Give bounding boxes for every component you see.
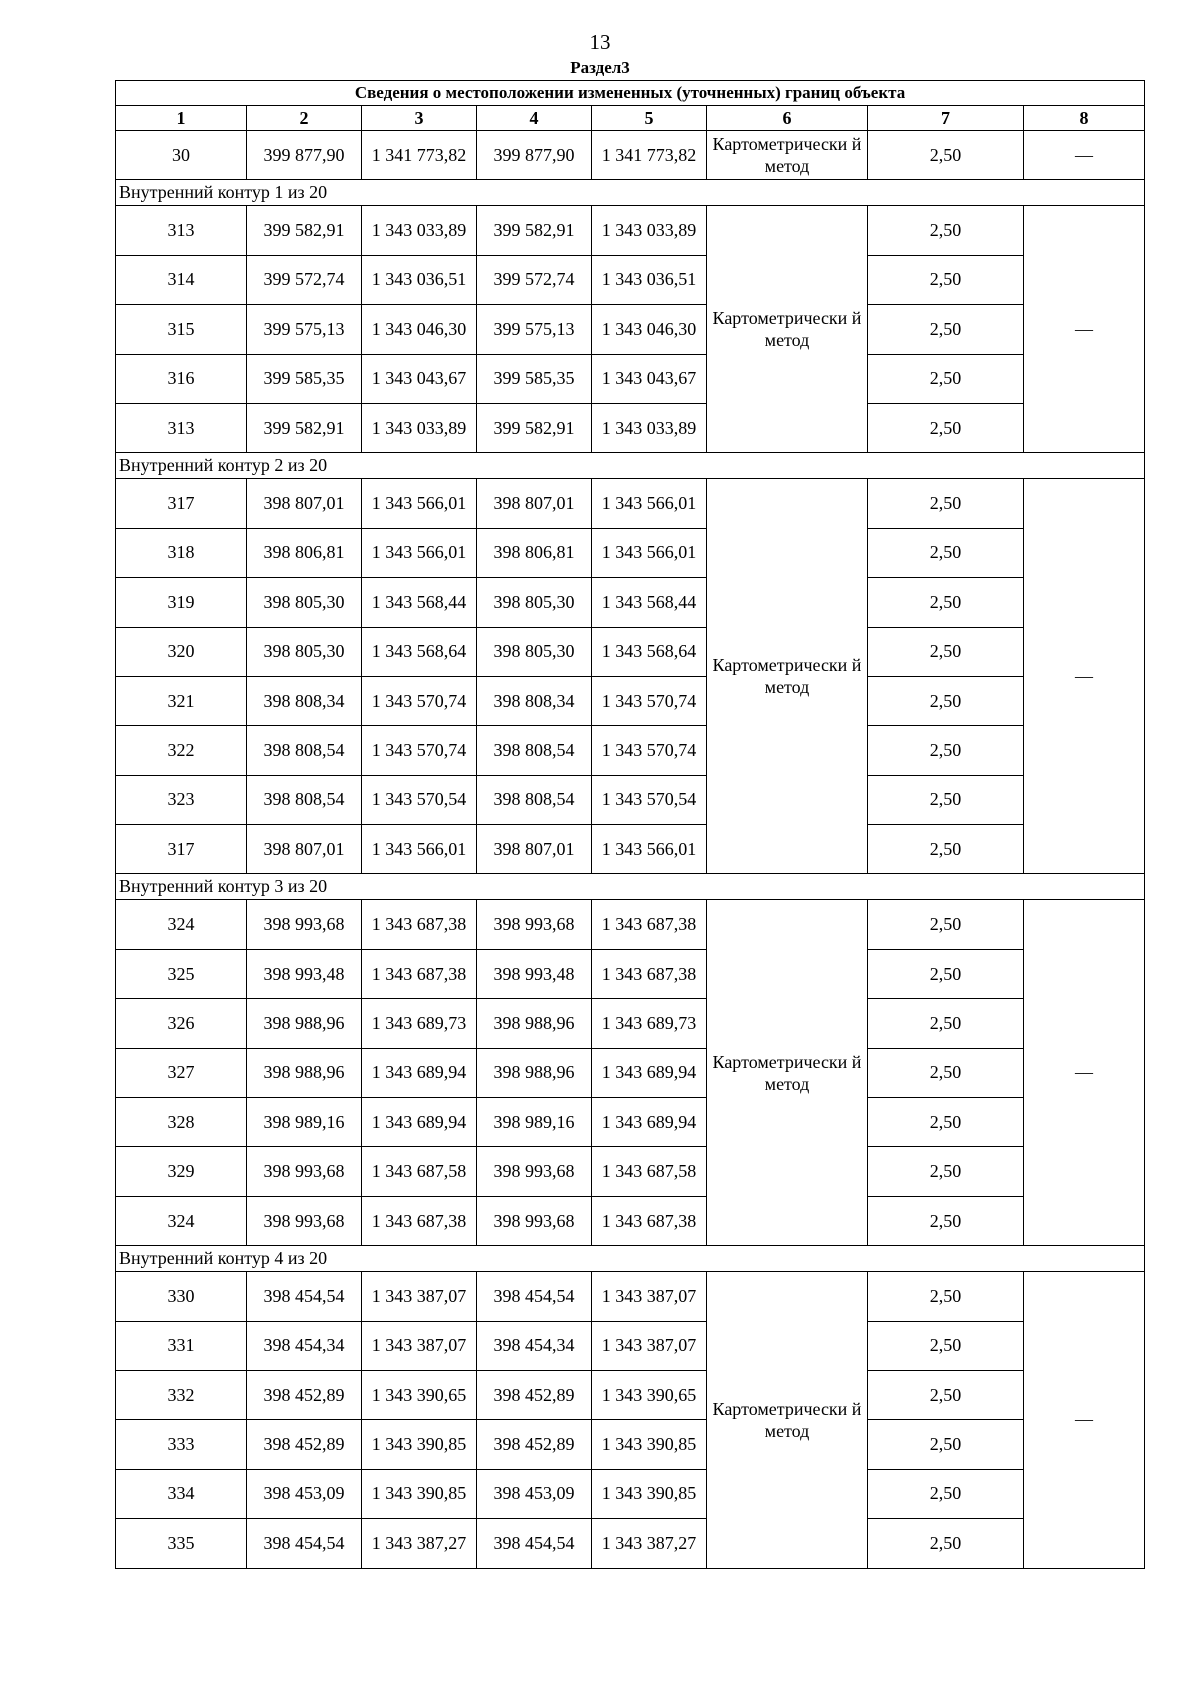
point-number-cell: 317	[116, 479, 247, 528]
y-new-cell: 1 343 689,73	[592, 999, 707, 1048]
method-cell: Картометрически й метод	[707, 206, 868, 453]
y-old-cell: 1 343 390,65	[362, 1370, 477, 1419]
x-new-cell: 398 993,48	[477, 949, 592, 998]
point-number-cell: 322	[116, 726, 247, 775]
y-new-cell: 1 343 570,74	[592, 726, 707, 775]
table-row	[116, 528, 1145, 577]
accuracy-cell: 2,50	[868, 627, 1024, 676]
x-new-cell: 399 572,74	[477, 255, 592, 304]
y-new-cell: 1 343 390,65	[592, 1370, 707, 1419]
table-header-row	[116, 106, 1145, 131]
y-old-cell: 1 343 036,51	[362, 255, 477, 304]
x-new-cell: 398 993,68	[477, 1147, 592, 1196]
accuracy-cell: 2,50	[868, 1196, 1024, 1245]
table-row	[116, 578, 1145, 627]
y-new-cell: 1 343 566,01	[592, 479, 707, 528]
x-new-cell: 398 454,54	[477, 1519, 592, 1568]
contour-label: Внутренний контур 4 из 20	[116, 1246, 1145, 1272]
contour-label-row	[116, 453, 1145, 479]
point-number-cell: 324	[116, 900, 247, 949]
table-row	[116, 900, 1145, 949]
table-row	[116, 1048, 1145, 1097]
y-new-cell: 1 343 043,67	[592, 354, 707, 403]
x-old-cell: 398 452,89	[247, 1420, 362, 1469]
y-new-cell: 1 343 687,38	[592, 900, 707, 949]
accuracy-cell: 2,50	[868, 676, 1024, 725]
x-new-cell: 398 452,89	[477, 1370, 592, 1419]
y-old-cell: 1 343 687,38	[362, 949, 477, 998]
y-new-cell: 1 343 390,85	[592, 1469, 707, 1518]
point-number-cell: 30	[116, 131, 247, 180]
x-old-cell: 399 572,74	[247, 255, 362, 304]
accuracy-cell: 2,50	[868, 1370, 1024, 1419]
y-old-cell: 1 343 387,07	[362, 1272, 477, 1321]
table-row	[116, 1469, 1145, 1518]
x-new-cell: 398 806,81	[477, 528, 592, 577]
y-old-cell: 1 343 387,27	[362, 1519, 477, 1568]
column-header: 7	[868, 106, 1024, 131]
table-body	[116, 81, 1145, 1569]
column-header: 8	[1024, 106, 1145, 131]
accuracy-cell: 2,50	[868, 1420, 1024, 1469]
y-new-cell: 1 343 387,07	[592, 1321, 707, 1370]
section-title: Раздел3	[570, 58, 630, 77]
x-new-cell: 398 989,16	[477, 1098, 592, 1147]
description-cell: —	[1024, 131, 1145, 180]
column-header: 3	[362, 106, 477, 131]
column-header: 6	[707, 106, 868, 131]
x-old-cell: 398 454,54	[247, 1272, 362, 1321]
y-old-cell: 1 343 033,89	[362, 206, 477, 255]
point-number-cell: 313	[116, 403, 247, 452]
table-row	[116, 479, 1145, 528]
point-number-cell: 326	[116, 999, 247, 1048]
x-new-cell: 398 805,30	[477, 578, 592, 627]
table-row	[116, 999, 1145, 1048]
description-cell: —	[1024, 900, 1145, 1246]
point-number-cell: 321	[116, 676, 247, 725]
point-number-cell: 323	[116, 775, 247, 824]
point-number-cell: 331	[116, 1321, 247, 1370]
x-old-cell: 398 454,54	[247, 1519, 362, 1568]
page-number: 13	[589, 30, 611, 54]
y-old-cell: 1 343 046,30	[362, 305, 477, 354]
accuracy-cell: 2,50	[868, 1321, 1024, 1370]
accuracy-cell: 2,50	[868, 255, 1024, 304]
point-number-cell: 320	[116, 627, 247, 676]
accuracy-cell: 2,50	[868, 1048, 1024, 1097]
accuracy-cell: 2,50	[868, 403, 1024, 452]
y-new-cell: 1 343 387,27	[592, 1519, 707, 1568]
y-old-cell: 1 343 390,85	[362, 1420, 477, 1469]
y-old-cell: 1 343 566,01	[362, 528, 477, 577]
y-new-cell: 1 343 687,38	[592, 949, 707, 998]
y-new-cell: 1 343 689,94	[592, 1098, 707, 1147]
y-old-cell: 1 343 568,64	[362, 627, 477, 676]
table-row	[116, 825, 1145, 874]
y-old-cell: 1 343 570,74	[362, 676, 477, 725]
y-new-cell: 1 341 773,82	[592, 131, 707, 180]
table-row	[116, 206, 1145, 255]
x-old-cell: 398 807,01	[247, 479, 362, 528]
y-new-cell: 1 343 566,01	[592, 825, 707, 874]
contour-label: Внутренний контур 1 из 20	[116, 180, 1145, 206]
point-number-cell: 314	[116, 255, 247, 304]
accuracy-cell: 2,50	[868, 206, 1024, 255]
point-number-cell: 334	[116, 1469, 247, 1518]
contour-label-row	[116, 874, 1145, 900]
table-row	[116, 354, 1145, 403]
description-cell: —	[1024, 206, 1145, 453]
point-number-cell: 328	[116, 1098, 247, 1147]
method-cell: Картометрически й метод	[707, 479, 868, 874]
y-new-cell: 1 343 568,44	[592, 578, 707, 627]
point-number-cell: 318	[116, 528, 247, 577]
x-new-cell: 399 582,91	[477, 403, 592, 452]
table-row	[116, 131, 1145, 180]
accuracy-cell: 2,50	[868, 1098, 1024, 1147]
contour-label-row	[116, 1246, 1145, 1272]
x-new-cell: 398 988,96	[477, 999, 592, 1048]
x-new-cell: 398 808,54	[477, 726, 592, 775]
x-old-cell: 398 807,01	[247, 825, 362, 874]
y-old-cell: 1 343 687,38	[362, 900, 477, 949]
method-cell: Картометрически й метод	[707, 900, 868, 1246]
x-old-cell: 398 808,54	[247, 775, 362, 824]
accuracy-cell: 2,50	[868, 900, 1024, 949]
y-old-cell: 1 343 568,44	[362, 578, 477, 627]
method-cell: Картометрически й метод	[707, 1272, 868, 1568]
x-new-cell: 398 452,89	[477, 1420, 592, 1469]
accuracy-cell: 2,50	[868, 578, 1024, 627]
x-old-cell: 398 989,16	[247, 1098, 362, 1147]
x-new-cell: 398 993,68	[477, 1196, 592, 1245]
x-new-cell: 398 454,34	[477, 1321, 592, 1370]
point-number-cell: 315	[116, 305, 247, 354]
x-new-cell: 398 454,54	[477, 1272, 592, 1321]
y-new-cell: 1 343 570,74	[592, 676, 707, 725]
x-old-cell: 398 808,54	[247, 726, 362, 775]
accuracy-cell: 2,50	[868, 999, 1024, 1048]
point-number-cell: 317	[116, 825, 247, 874]
point-number-cell: 316	[116, 354, 247, 403]
y-old-cell: 1 343 033,89	[362, 403, 477, 452]
boundary-table	[115, 80, 1145, 1569]
y-old-cell: 1 343 687,38	[362, 1196, 477, 1245]
table-row	[116, 1196, 1145, 1245]
x-old-cell: 399 582,91	[247, 403, 362, 452]
x-new-cell: 399 585,35	[477, 354, 592, 403]
x-new-cell: 398 805,30	[477, 627, 592, 676]
point-number-cell: 332	[116, 1370, 247, 1419]
x-old-cell: 398 806,81	[247, 528, 362, 577]
accuracy-cell: 2,50	[868, 354, 1024, 403]
x-new-cell: 398 807,01	[477, 825, 592, 874]
point-number-cell: 313	[116, 206, 247, 255]
accuracy-cell: 2,50	[868, 1519, 1024, 1568]
table-row	[116, 627, 1145, 676]
y-new-cell: 1 343 687,58	[592, 1147, 707, 1196]
method-cell: Картометрически й метод	[707, 131, 868, 180]
x-old-cell: 398 993,68	[247, 900, 362, 949]
point-number-cell: 325	[116, 949, 247, 998]
x-old-cell: 399 877,90	[247, 131, 362, 180]
accuracy-cell: 2,50	[868, 1147, 1024, 1196]
point-number-cell: 324	[116, 1196, 247, 1245]
point-number-cell: 330	[116, 1272, 247, 1321]
y-new-cell: 1 343 570,54	[592, 775, 707, 824]
accuracy-cell: 2,50	[868, 131, 1024, 180]
column-header: 2	[247, 106, 362, 131]
point-number-cell: 329	[116, 1147, 247, 1196]
y-new-cell: 1 343 046,30	[592, 305, 707, 354]
x-old-cell: 398 805,30	[247, 627, 362, 676]
contour-label-row	[116, 180, 1145, 206]
y-old-cell: 1 343 043,67	[362, 354, 477, 403]
table-row	[116, 726, 1145, 775]
point-number-cell: 319	[116, 578, 247, 627]
column-header: 4	[477, 106, 592, 131]
x-new-cell: 399 877,90	[477, 131, 592, 180]
y-old-cell: 1 343 390,85	[362, 1469, 477, 1518]
table-row	[116, 1098, 1145, 1147]
table-row	[116, 775, 1145, 824]
accuracy-cell: 2,50	[868, 1272, 1024, 1321]
accuracy-cell: 2,50	[868, 949, 1024, 998]
x-old-cell: 398 993,68	[247, 1147, 362, 1196]
column-header: 1	[116, 106, 247, 131]
table-row	[116, 403, 1145, 452]
description-cell: —	[1024, 479, 1145, 874]
y-old-cell: 1 343 570,74	[362, 726, 477, 775]
table-row	[116, 305, 1145, 354]
table-caption: Сведения о местоположении измененных (уточненных) границ объекта	[116, 81, 1145, 106]
y-old-cell: 1 341 773,82	[362, 131, 477, 180]
x-old-cell: 398 808,34	[247, 676, 362, 725]
accuracy-cell: 2,50	[868, 726, 1024, 775]
x-old-cell: 398 805,30	[247, 578, 362, 627]
y-new-cell: 1 343 687,38	[592, 1196, 707, 1245]
point-number-cell: 327	[116, 1048, 247, 1097]
y-new-cell: 1 343 036,51	[592, 255, 707, 304]
accuracy-cell: 2,50	[868, 775, 1024, 824]
x-old-cell: 398 993,48	[247, 949, 362, 998]
x-old-cell: 398 453,09	[247, 1469, 362, 1518]
x-new-cell: 398 453,09	[477, 1469, 592, 1518]
x-old-cell: 398 452,89	[247, 1370, 362, 1419]
table-row	[116, 949, 1145, 998]
table-row	[116, 255, 1145, 304]
y-new-cell: 1 343 033,89	[592, 403, 707, 452]
x-old-cell: 398 988,96	[247, 1048, 362, 1097]
column-header: 5	[592, 106, 707, 131]
contour-label: Внутренний контур 2 из 20	[116, 453, 1145, 479]
y-new-cell: 1 343 566,01	[592, 528, 707, 577]
x-new-cell: 398 988,96	[477, 1048, 592, 1097]
x-old-cell: 399 582,91	[247, 206, 362, 255]
y-old-cell: 1 343 566,01	[362, 825, 477, 874]
accuracy-cell: 2,50	[868, 305, 1024, 354]
y-old-cell: 1 343 566,01	[362, 479, 477, 528]
y-new-cell: 1 343 033,89	[592, 206, 707, 255]
y-old-cell: 1 343 689,94	[362, 1098, 477, 1147]
x-old-cell: 398 454,34	[247, 1321, 362, 1370]
description-cell: —	[1024, 1272, 1145, 1568]
accuracy-cell: 2,50	[868, 528, 1024, 577]
y-new-cell: 1 343 689,94	[592, 1048, 707, 1097]
table-row	[116, 1147, 1145, 1196]
accuracy-cell: 2,50	[868, 1469, 1024, 1518]
point-number-cell: 335	[116, 1519, 247, 1568]
x-new-cell: 398 807,01	[477, 479, 592, 528]
x-new-cell: 398 808,34	[477, 676, 592, 725]
y-old-cell: 1 343 570,54	[362, 775, 477, 824]
x-new-cell: 399 575,13	[477, 305, 592, 354]
x-new-cell: 398 993,68	[477, 900, 592, 949]
accuracy-cell: 2,50	[868, 479, 1024, 528]
table-row	[116, 1420, 1145, 1469]
y-old-cell: 1 343 687,58	[362, 1147, 477, 1196]
table-row	[116, 1370, 1145, 1419]
x-old-cell: 399 575,13	[247, 305, 362, 354]
y-new-cell: 1 343 390,85	[592, 1420, 707, 1469]
contour-label: Внутренний контур 3 из 20	[116, 874, 1145, 900]
x-old-cell: 399 585,35	[247, 354, 362, 403]
table-row	[116, 1272, 1145, 1321]
x-new-cell: 398 808,54	[477, 775, 592, 824]
accuracy-cell: 2,50	[868, 825, 1024, 874]
table-caption-row	[116, 81, 1145, 106]
point-number-cell: 333	[116, 1420, 247, 1469]
table-row	[116, 1321, 1145, 1370]
table-row	[116, 1519, 1145, 1568]
table-row	[116, 676, 1145, 725]
x-old-cell: 398 988,96	[247, 999, 362, 1048]
y-old-cell: 1 343 689,73	[362, 999, 477, 1048]
y-old-cell: 1 343 387,07	[362, 1321, 477, 1370]
y-old-cell: 1 343 689,94	[362, 1048, 477, 1097]
x-old-cell: 398 993,68	[247, 1196, 362, 1245]
x-new-cell: 399 582,91	[477, 206, 592, 255]
y-new-cell: 1 343 568,64	[592, 627, 707, 676]
y-new-cell: 1 343 387,07	[592, 1272, 707, 1321]
